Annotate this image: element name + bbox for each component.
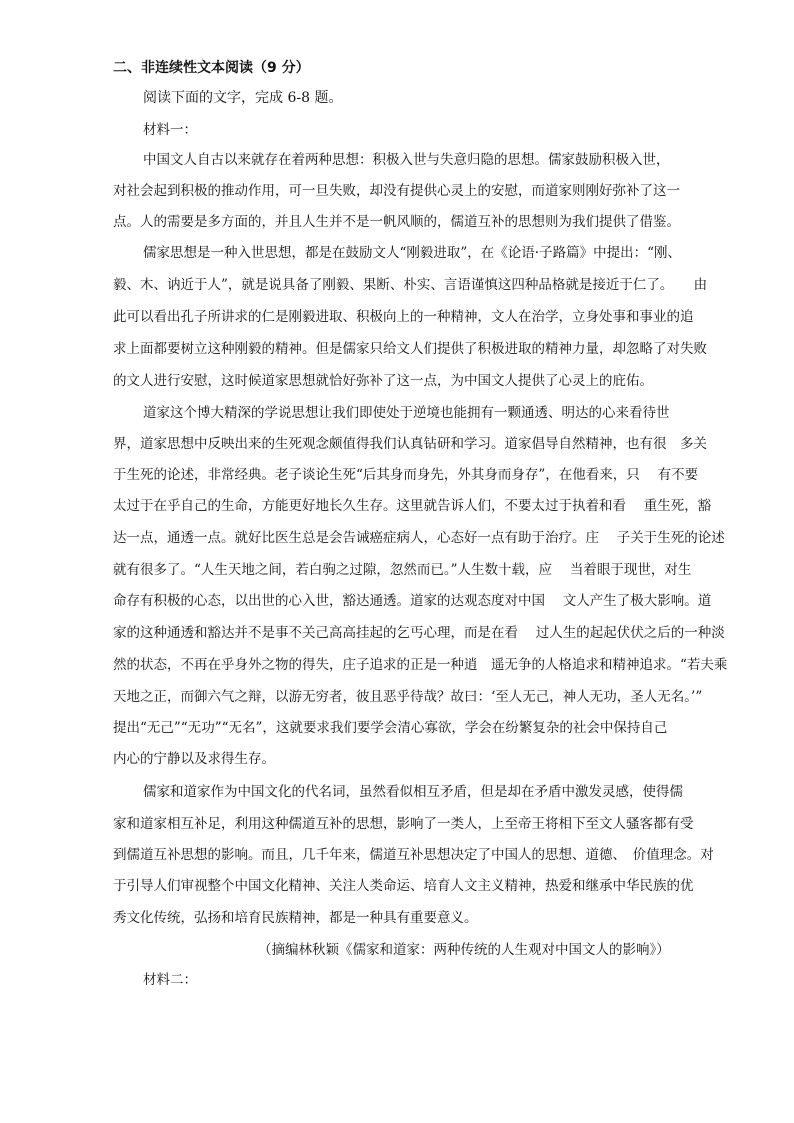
text-line: 的文人进行安慰，这时候道家思想就恰好弥补了这一点，为中国文人提供了心灵上的庇佑。 [113,373,653,389]
text-line: 秀文化传统，弘扬和培育民族精神，都是一种具有重要意义。 [113,910,478,926]
text-line: 内心的宁静以及求得生存。 [113,751,275,767]
source-citation: （摘编林秋颖《儒家和道家：两种传统的人生观对中国文人的影响》） [258,942,670,958]
text-line: 天地之正，而御六气之辩，以游无穷者，彼且恶乎待哉？故曰：‘至人无己，神人无功，圣人无名。’” [113,689,703,705]
text-line: 太过于在乎自己的生命，方能更好地长久生存。这里就告诉人们，不要太过于执着和看 重生死，豁 [113,498,712,514]
text-line: 然的状态，不再在乎身外之物的得失，庄子追求的正是一种逍 遥无争的人格追求和精神追求。“若夫乘 [113,657,728,673]
text-line: 点。人的需要是多方面的，并且人生并不是一帆风顺的，儒道互补的思想则为我们提供了借鉴。 [113,214,680,230]
text-line: 达一点，通透一点。就好比医生总是会告诫癌症病人，心态好一点有助于治疗。庄 子关于生死的论述 [113,530,725,546]
text-line: 命存有积极的心态，以出世的心入世，豁达通透。道家的达观态度对中国 文人产生了极大影响。道 [113,593,712,609]
text-line: 就有很多了。“人生天地之间，若白驹之过隙，忽然而已。”人生数十载，应 当着眼于现世，对生 [113,562,692,578]
material2-label: 材料二： [143,972,197,988]
text-line: 求上面都要树立这种刚毅的精神。但是儒家只给文人们提供了积极进取的精神力量，却忽略了对失败 [113,341,707,357]
text-line: 对社会起到积极的推动作用，可一旦失败，却没有提供心灵上的安慰，而道家则刚好弥补了这一 [113,183,680,199]
text-line: 提出“无己”“无功”“无名”，这就要求我们要学会清心寡欲，学会在纷繁复杂的社会中保持自己 [113,720,668,736]
text-line: 毅、木、讷近于人”，就是说具备了刚毅、果断、朴实、言语谨慎这四种品格就是接近于仁了。 由 [113,277,708,293]
text-line: 于生死的论述，非常经典。老子谈论生死“后其身而身先，外其身而身存”，在他看来，只 有不要 [113,467,699,483]
text-line: 中国文人自古以来就存在着两种思想：积极入世与失意归隐的思想。儒家鼓励积极入世， [143,152,670,168]
text-line: 界，道家思想中反映出来的生死观念颇值得我们认真钻研和学习。道家倡导自然精神，也有很 多关 [113,436,707,452]
instruction-text: 阅读下面的文字，完成 6-8 题。 [143,90,343,106]
text-line: 此可以看出孔子所讲求的仁是刚毅进取、积极向上的一种精神，文人在治学，立身处事和事业的追 [113,309,694,325]
section-heading: 二、非连续性文本阅读（9 分） [113,60,310,76]
material1-label: 材料一： [143,122,197,138]
text-line: 家和道家相互补足，利用这种儒道互补的思想，影响了一类人，上至帝王将相下至文人骚客都有受 [113,816,694,832]
text-line: 道家这个博大精深的学说思想让我们即使处于逆境也能拥有一颗通透、明达的心来看待世 [143,405,670,421]
text-line: 于引导人们审视整个中国文化精神、关注人类命运、培育人文主义精神，热爱和继承中华民族的优 [113,878,694,894]
text-line: 家的这种通透和豁达并不是事不关己高高挂起的乞丐心理，而是在看 过人生的起起伏伏之后的一种淡 [113,625,725,641]
text-line: 儒家和道家作为中国文化的代名词，虽然看似相互矛盾，但是却在矛盾中激发灵感，使得儒 [143,784,683,800]
text-line: 儒家思想是一种入世思想，都是在鼓励文人“刚毅进取”，在《论语·子路篇》中提出：“刚、 [143,245,681,261]
text-line: 到儒道互补思想的影响。而且，几千年来，儒道互补思想决定了中国人的思想、道德、 价值理念。对 [113,847,714,863]
